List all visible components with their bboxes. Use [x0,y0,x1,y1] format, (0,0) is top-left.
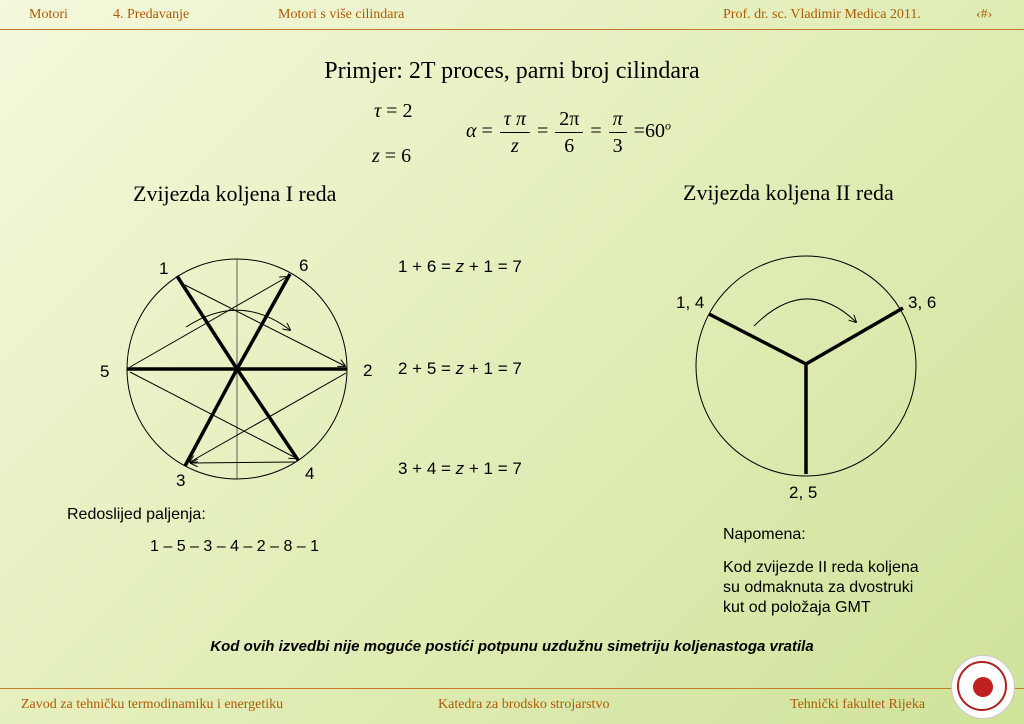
note-title: Napomena: [723,526,806,543]
alpha-result: 60 [644,120,665,143]
sum-z: z [455,359,465,378]
firing-arrow-5 [191,462,296,463]
fraction-denominator: 3 [612,135,623,157]
alpha-symbol: α [466,120,477,143]
fraction-numerator: τ π [500,106,530,133]
crank-label-1: 1 [159,259,169,278]
header-author: Prof. dr. sc. Vladimir Medica 2011. [723,7,921,22]
sum-rhs: + 1 = 7 [464,359,522,378]
fraction-numerator: π [609,106,627,133]
firing-order-label: Redoslijed paljenja: [67,506,206,523]
crank-label-3: 3 [176,471,186,490]
star-second-order-heading: Zvijezda koljena II reda [683,180,894,205]
equals-sign: = [536,120,549,143]
star-second-order [696,256,916,476]
footer-department: Katedra za brodsko strojarstvo [438,697,610,712]
z-symbol: z [372,145,380,167]
sum-1-6 [398,257,522,277]
rotation-arrow [754,299,856,326]
firing-arrow-4 [190,373,346,462]
header-topic: Motori s više cilindara [278,7,405,22]
tau-symbol: τ [374,100,382,122]
sum-z: z [455,459,465,478]
fraction-numerator: 2π [555,106,583,133]
crank-label-2: 2 [363,361,373,380]
sum-rhs: + 1 = 7 [464,257,522,276]
equals-sign: = [481,120,493,143]
fraction-denominator: z [510,135,519,157]
crank-4 [237,369,298,460]
sum-lhs: 3 + 4 = [398,459,456,478]
crank-label-1-4: 1, 4 [676,293,705,312]
fraction-denominator: 6 [564,135,575,157]
z-value: = 6 [379,145,412,167]
degree-superscript: o [664,118,671,133]
crank-label-2-5: 2, 5 [789,483,818,502]
footer-rule [0,688,1024,689]
crank-1-4 [709,314,806,364]
tau-value: = 2 [381,100,413,122]
note-body [723,558,919,618]
star-first-order-heading: Zvijezda koljena I reda [133,181,337,206]
sum-lhs: 2 + 5 = [398,359,456,378]
sum-rhs: + 1 = 7 [464,459,522,478]
header-page-number: ‹#› [976,7,993,22]
crank-3-6 [806,308,903,364]
equals-sign: = [590,120,602,143]
university-seal-logo [951,655,1015,719]
slide-title: Primjer: 2T proces, parni broj cilindara [324,58,700,84]
footer-faculty: Tehnički fakultet Rijeka [790,697,926,712]
seal-emblem [973,677,993,697]
crank-label-3-6: 3, 6 [908,293,937,312]
sum-2-5 [398,359,522,379]
sum-3-4 [398,459,522,479]
header-course: Motori [29,7,68,22]
crank-label-4: 4 [305,464,315,483]
footer-institute: Zavod za tehničku termodinamiku i energetiku [21,697,284,712]
sum-z: z [455,257,465,276]
conclusion-text: Kod ovih izvedbi nije moguće postići potpunu uzdužnu simetriju koljenastoga vratila [210,638,814,655]
note-line: su odmaknuta za dvostruki [723,579,914,596]
firing-arrow-3 [130,372,296,458]
firing-order-sequence: 1 – 5 – 3 – 4 – 2 – 8 – 1 [150,538,320,555]
crank-3 [185,369,237,466]
note-line: kut od položaja GMT [723,599,871,616]
crank-6 [237,274,290,369]
note-line: Kod zvijezde II reda koljena [723,559,919,576]
crank-label-5: 5 [100,362,110,381]
sum-lhs: 1 + 6 = [398,257,456,276]
star-first-order [127,259,347,479]
crank-label-6: 6 [299,256,309,275]
header-lecture: 4. Predavanje [113,7,190,22]
equals-sign: = [633,120,645,143]
